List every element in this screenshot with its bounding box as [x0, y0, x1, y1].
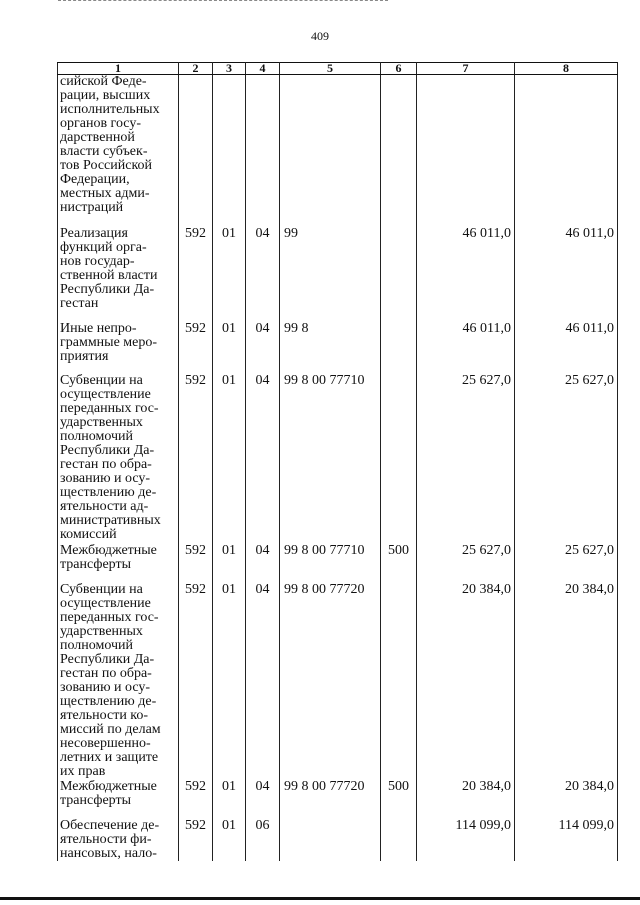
cell-amount-1: [417, 75, 515, 227]
cell-amount-2: 25 627,0: [515, 374, 618, 544]
cell-section: 01: [213, 227, 246, 322]
cell-code: [179, 75, 213, 227]
cell-amount-2: 46 011,0: [515, 322, 618, 374]
cell-amount-1: 25 627,0: [417, 374, 515, 544]
cell-target-article: 99 8 00 77720: [280, 780, 381, 819]
row-name: Межбюджетные трансферты: [58, 780, 179, 819]
column-header-5: 5: [280, 63, 381, 75]
cell-amount-2: 20 384,0: [515, 780, 618, 819]
cell-amount-1: 25 627,0: [417, 544, 515, 583]
row-name: сийской Феде- рации, высших исполнительных органов госу- дарственной власти субъек- тов Российской Федерации, местных адми- нистраций: [58, 75, 179, 227]
column-header-4: 4: [246, 63, 280, 75]
cell-target-article: 99 8 00 77720: [280, 583, 381, 780]
cell-subsection: 04: [246, 227, 280, 322]
cell-expense-type: [381, 322, 417, 374]
table-row: [58, 374, 618, 544]
scan-edge-marks: [58, 0, 388, 2]
cell-section: 01: [213, 544, 246, 583]
cell-target-article: 99 8 00 77710: [280, 544, 381, 583]
page-number: 409: [311, 29, 329, 43]
cell-target-article: 99 8: [280, 322, 381, 374]
cell-subsection: 04: [246, 583, 280, 780]
row-name: Иные непро- граммные меро- приятия: [58, 322, 179, 374]
cell-amount-2: 46 011,0: [515, 227, 618, 322]
table-row: [58, 583, 618, 780]
cell-expense-type: [381, 819, 417, 861]
column-header-7: 7: [417, 63, 515, 75]
cell-target-article: 99 8 00 77710: [280, 374, 381, 544]
cell-amount-2: 114 099,0: [515, 819, 618, 861]
cell-amount-2: [515, 75, 618, 227]
cell-amount-1: 20 384,0: [417, 583, 515, 780]
column-header-2: 2: [179, 63, 213, 75]
cell-code: 592: [179, 819, 213, 861]
cell-section: 01: [213, 374, 246, 544]
cell-amount-2: 20 384,0: [515, 583, 618, 780]
cell-subsection: 04: [246, 322, 280, 374]
cell-subsection: 06: [246, 819, 280, 861]
cell-subsection: 04: [246, 780, 280, 819]
scan-bottom-edge: [0, 897, 640, 900]
row-name: Обеспечение де- ятельности фи- нансовых, нало-: [58, 819, 179, 861]
table-row: [58, 780, 618, 819]
table-row: [58, 322, 618, 374]
budget-table: [57, 62, 618, 861]
cell-subsection: 04: [246, 544, 280, 583]
cell-section: [213, 75, 246, 227]
column-header-3: 3: [213, 63, 246, 75]
table-header-row: [58, 63, 618, 75]
cell-expense-type: [381, 227, 417, 322]
cell-code: 592: [179, 583, 213, 780]
cell-amount-1: 114 099,0: [417, 819, 515, 861]
cell-expense-type: [381, 583, 417, 780]
cell-target-article: [280, 819, 381, 861]
table-row: [58, 75, 618, 227]
table-row: [58, 544, 618, 583]
cell-code: 592: [179, 780, 213, 819]
cell-section: 01: [213, 583, 246, 780]
cell-amount-1: 46 011,0: [417, 227, 515, 322]
cell-code: 592: [179, 227, 213, 322]
column-header-8: 8: [515, 63, 618, 75]
row-name: Субвенции на осуществление переданных гос- ударственных полномочий Республики Да- гестан по обра- зованию и осу- ществлению де- ятельности ад- министративных комиссий: [58, 374, 179, 544]
row-name: Межбюджетные трансферты: [58, 544, 179, 583]
column-header-6: 6: [381, 63, 417, 75]
table-row: [58, 227, 618, 322]
cell-section: 01: [213, 322, 246, 374]
cell-subsection: 04: [246, 374, 280, 544]
cell-code: 592: [179, 374, 213, 544]
cell-amount-1: 20 384,0: [417, 780, 515, 819]
cell-target-article: [280, 75, 381, 227]
column-header-1: 1: [58, 63, 179, 75]
cell-expense-type: [381, 374, 417, 544]
cell-code: 592: [179, 322, 213, 374]
cell-code: 592: [179, 544, 213, 583]
row-name: Субвенции на осуществление переданных гос- ударственных полномочий Республики Да- гестан по обра- зованию и осу- ществлению де- ятельности ко- миссий по делам несовершенно- летних и защите их прав: [58, 583, 179, 780]
cell-expense-type: 500: [381, 544, 417, 583]
cell-expense-type: 500: [381, 780, 417, 819]
cell-amount-1: 46 011,0: [417, 322, 515, 374]
row-name: Реализация функций орга- нов государ- ственной власти Республики Да- гестан: [58, 227, 179, 322]
cell-expense-type: [381, 75, 417, 227]
cell-subsection: [246, 75, 280, 227]
cell-section: 01: [213, 819, 246, 861]
table-row: [58, 819, 618, 861]
cell-section: 01: [213, 780, 246, 819]
cell-target-article: 99: [280, 227, 381, 322]
cell-amount-2: 25 627,0: [515, 544, 618, 583]
